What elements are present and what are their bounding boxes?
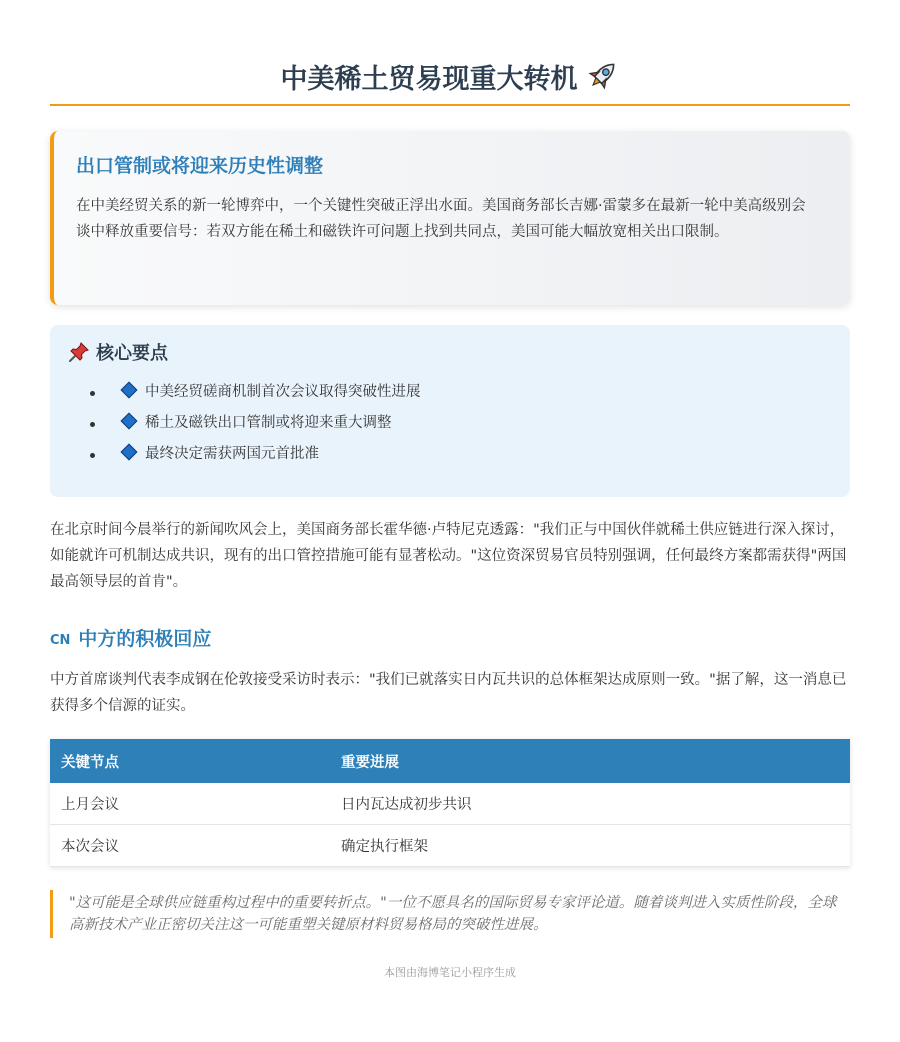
article xyxy=(50,0,850,979)
page-title-text: 中美稀土贸易现重大转机 xyxy=(280,64,578,95)
hero-heading: 出口管制或将迎来历史性调整 xyxy=(76,155,324,177)
section-heading-text: 中方的积极回应 xyxy=(78,628,212,650)
table-cell: 日内瓦达成初步共识 xyxy=(330,783,850,825)
cn-flag-icon: CN xyxy=(50,633,71,648)
blue-diamond-icon xyxy=(121,444,138,461)
table-row xyxy=(50,783,850,825)
key-points-box xyxy=(50,325,850,497)
hero-callout xyxy=(50,131,850,305)
table-header-row xyxy=(50,739,850,783)
pushpin-icon xyxy=(68,341,90,363)
table-cell: 确定执行框架 xyxy=(330,825,850,867)
key-points-heading xyxy=(68,341,832,367)
footer-credit: 本图由海博笔记小程序生成 xyxy=(384,966,516,979)
list-item: 稀土及磁铁出口管制或将迎来重大调整 xyxy=(120,408,832,439)
key-points-title: 核心要点 xyxy=(96,343,168,364)
blue-diamond-icon xyxy=(121,382,138,399)
expert-quote: "这可能是全球供应链重构过程中的重要转折点。"一位不愿具名的国际贸易专家评论道。随着谈判进入实质性阶段，全球高新技术产业正密切关注这一可能重塑关键原材料贸易格局的突破性进展。 xyxy=(50,890,850,938)
table-row xyxy=(50,825,850,867)
table-cell: 上月会议 xyxy=(50,783,330,825)
key-points-list xyxy=(68,377,832,470)
rocket-icon xyxy=(586,58,620,104)
hero-body: 在中美经贸关系的新一轮博弈中，一个关键性突破正浮出水面。美国商务部长吉娜·雷蒙多在最新一轮中美高级别会谈中释放重要信号：若双方能在稀土和磁铁许可问题上找到共同点，美国可能大幅放宽相关出口限制。 xyxy=(76,198,806,240)
body-paragraph-1: 在北京时间今晨举行的新闻吹风会上，美国商务部长霍华德·卢特尼克透露："我们正与中国伙伴就稀土供应链进行深入探讨，如能就许可机制达成共识，现有的出口管控措施可能有显著松动。"这位资深贸易官员特别强调，任何最终方案都需获得"两国最高领导层的首肯"。 xyxy=(50,522,847,590)
list-item: 最终决定需获两国元首批准 xyxy=(120,439,832,470)
table-header-cell: 关键节点 xyxy=(50,739,330,783)
list-item: 中美经贸磋商机制首次会议取得突破性进展 xyxy=(120,377,832,408)
table-cell: 本次会议 xyxy=(50,825,330,867)
progress-table xyxy=(50,739,850,867)
body-paragraph-2: 中方首席谈判代表李成钢在伦敦接受采访时表示："我们已就落实日内瓦共识的总体框架达成原则一致。"据了解，这一消息已获得多个信源的证实。 xyxy=(50,672,847,714)
table-header-cell: 重要进展 xyxy=(330,739,850,783)
blue-diamond-icon xyxy=(121,413,138,430)
section-heading-china-response xyxy=(50,626,211,654)
page-title xyxy=(50,0,850,106)
